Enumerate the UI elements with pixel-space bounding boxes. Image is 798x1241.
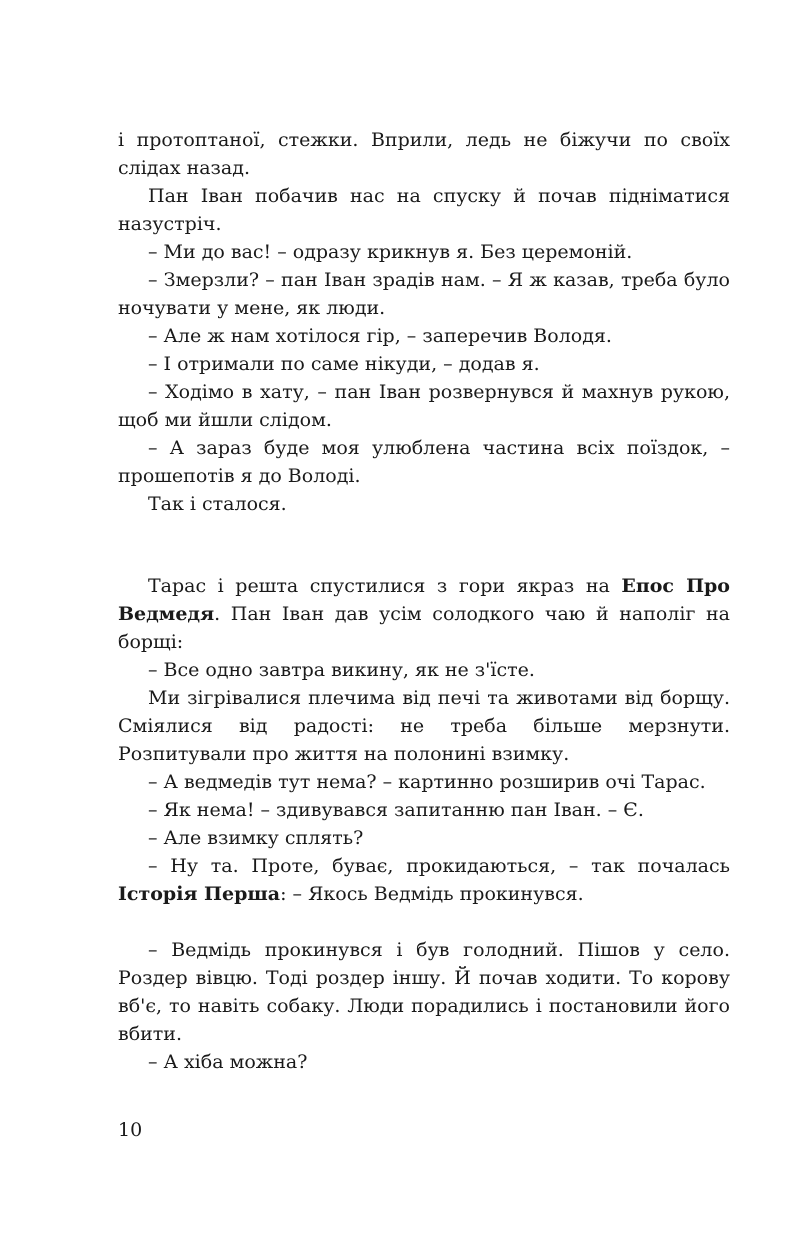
paragraph: – Але взимку сплять?	[148, 827, 364, 849]
paragraph	[118, 572, 730, 656]
paragraph: – А ведмедів тут нема? – картинно розширив очі Тарас.	[148, 771, 706, 793]
story-title-first: Історія Перша	[118, 883, 281, 905]
text-run: : – Якось Ведмідь прокинувся.	[280, 883, 584, 905]
text-run: . Пан Іван дав усім солодкого чаю й наполіг на борщі:	[118, 603, 730, 653]
paragraph: – Але ж нам хотілося гір, – заперечив Володя.	[148, 325, 612, 347]
paragraph: – Все одно завтра викину, як не з'їсте.	[148, 659, 535, 681]
paragraph: і протоптаної, стежки. Вприли, ледь не біжучи по своїх слідах назад.	[118, 129, 730, 179]
page-number: 10	[118, 1119, 143, 1141]
paragraph: – І отримали по саме нікуди, – додав я.	[148, 353, 540, 375]
paragraph: – А зараз буде моя улюблена частина всіх поїздок, – прошепотів я до Володі.	[118, 437, 730, 487]
text-block-3	[118, 936, 730, 1076]
paragraph	[118, 852, 730, 908]
paragraph: – А хіба можна?	[148, 1051, 308, 1073]
text-block-1	[118, 126, 730, 518]
text-run: – Ну та. Проте, буває, прокидаються, – так почалась	[148, 855, 730, 877]
paragraph: – Ведмідь прокинувся і був голодний. Пішов у село. Роздер вівцю. Тоді роздер іншу. Й почав ходити. То корову вб'є, то навіть собаку. Люди порадились і постановили його вбити.	[118, 939, 730, 1045]
text-block-2	[118, 572, 730, 908]
story-title-epos: Епос Про Ведмедя	[118, 575, 730, 625]
paragraph: Пан Іван побачив нас на спуску й почав підніматися назустріч.	[118, 185, 730, 235]
paragraph: – Ходімо в хату, – пан Іван розвернувся й махнув рукою, щоб ми йшли слідом.	[118, 381, 730, 431]
paragraph: – Як нема! – здивувався запитанню пан Іван. – Є.	[148, 799, 644, 821]
text-run: Тарас і решта спустилися з гори якраз на	[148, 575, 622, 597]
paragraph: Ми зігрівалися плечима від печі та животами від борщу. Сміялися від радості: не треба більше мерзнути. Розпитували про життя на полонині взимку.	[118, 687, 730, 765]
paragraph: – Змерзли? – пан Іван зрадів нам. – Я ж казав, треба було ночувати у мене, як люди.	[118, 269, 730, 319]
paragraph: – Ми до вас! – одразу крикнув я. Без церемоній.	[148, 241, 633, 263]
paragraph: Так і сталося.	[148, 493, 287, 515]
